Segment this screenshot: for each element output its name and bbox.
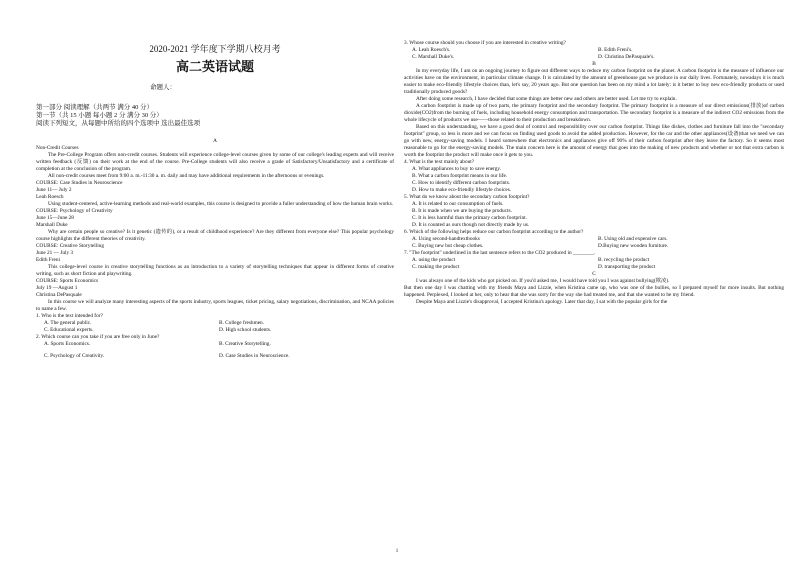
course-teacher: Marshall Duke xyxy=(36,222,68,228)
option: A. It is related to our consumption of fuels. xyxy=(412,201,504,207)
course-name: COURSE: Creative Storytelling xyxy=(36,243,104,249)
option: D.Buying new wooden furniture. xyxy=(598,243,669,249)
course-date: July 19 —August 1 xyxy=(36,285,78,291)
part-heading: 第一部分 阅读理解（共两节 满分 40 分） xyxy=(36,104,153,111)
option-row xyxy=(404,264,784,271)
question: 5. What do we know about the secondary carbon footprint? xyxy=(404,194,530,200)
option: D. It is counted as ours though not directly made by us. xyxy=(412,222,530,228)
option: B. What a carbon footprint means in our life. xyxy=(412,173,508,179)
option: C. making the product xyxy=(412,264,460,270)
course-teacher: Christina DePasquale xyxy=(36,292,82,298)
instruction: 阅读下列短文，从每题中所给的四个选项中 选出最佳选项 xyxy=(36,120,201,127)
course-description: In this course we will analyze many interesting aspects of the sports industry, sports leagues, ticket pricing, salary negotiations, discrimination, and NCAA policies to name a few. xyxy=(36,299,394,312)
course-description: Why are certain people so creative? Is it genetic (遗传的), or a result of childhood experience? Are they different from everyone else? This popular psychology course highlights the different theories of creativity. xyxy=(36,229,394,242)
option-row xyxy=(404,236,784,243)
course-name: COURSE: Case Studies in Neuroscience xyxy=(36,180,123,186)
option: B. College freshmen. xyxy=(219,320,265,326)
option-row xyxy=(36,353,394,360)
option-row xyxy=(404,54,784,61)
passage-a-letter: A xyxy=(213,138,217,144)
course-teacher: Edith Freni xyxy=(36,257,60,263)
option-row xyxy=(404,243,784,250)
paragraph: Based on this understanding, we have a good deal of control and responsibility over our carbon footprint. Things like dishes, clothes and furniture fall into the "secondary footprint" group, so less is more and we can focus on finding used goods to avoid the added production. However, for the car and the other appliances(设备)that we need we can go with new, energy-saving models. I heard somewhere that electronics and appliances give off 90% of their carbon footprint after they leave the factory. So it seems most reasonable to go for the energy-saving models. The main concern here is the amount of energy that goes into the making of new products and whether or not that extra carbon is worth the footprint the product will make once it gets to you. xyxy=(404,124,784,158)
course-description: Using student-centered, active-learning methods and real-world examples, this course is designed to provide a fuller understanding of how the human brain works. xyxy=(48,201,394,207)
option: C. Psychology of Creativity. xyxy=(44,353,105,359)
course-date: June 15—June 28 xyxy=(36,215,74,221)
question: 3. Whose course should you choose if you are interested in creative writing? xyxy=(404,40,566,46)
option: B. recycling the product xyxy=(598,257,650,263)
option: C. It is less harmful than the primary carbon footprint. xyxy=(412,215,527,221)
page-number: 1 xyxy=(395,549,399,554)
option: D. Case Studies in Neuroscience. xyxy=(219,353,290,359)
option: B. Using old and expensive cars. xyxy=(598,236,668,242)
option-row xyxy=(404,47,784,54)
option: D. Christina DePasquale's. xyxy=(598,54,655,60)
question: 4. What is the text mainly about? xyxy=(404,159,475,165)
paragraph: A carbon footprint is made up of two parts, the primary footprint and the secondary footprint. The primary footprint is a measure of our direct emissions(排放)of carbon dioxide(CO2)from the burning of fuels, including household energy consumption and transportation. The secondary footprint is a measure of the indirect CO2 emissions from the whole lifecycle of products we use——those related to their production and breakdown. xyxy=(404,103,784,123)
option: A. What appliances to buy to save energy. xyxy=(412,166,502,172)
option: D. transporting the product xyxy=(598,264,656,270)
section-heading: 第一节（共 15 小题 每小题 2 分 满分 30 分） xyxy=(36,112,163,119)
option: B. It is made when we are buying the products. xyxy=(412,208,512,214)
paragraph: All non-credit courses meet from 9:00 a. m.-11:30 a. m. daily and may have additional requirements in the afternoons or evenings. xyxy=(48,173,325,179)
exam-title-line2: 高二英语试题 xyxy=(175,60,254,75)
option: A. Leah Roesch's. xyxy=(412,47,451,53)
paragraph: In my everyday life, I am on an ongoing journey to figure out different ways to reduce my carbon footprint on the planet. A carbon footprint is the measure of influence our activities have on the environment, in particular climate change. It is calculated by the amount of greenhouse gas we produce in our daily lives. Fortunately, nowadays it is much easier to make eco-friendly lifestyle choices than, let's say, 20 years ago. But one question has been on my mind a lot lately: is it better to buy new eco-friendly products or used traditionally produced goods? xyxy=(404,68,784,95)
option-row xyxy=(404,257,784,264)
option: C. Educational experts. xyxy=(44,327,94,333)
paragraph: I was always one of the kids who got picked on. If you'd asked me, I would have told you I was against bullying(欺凌). xyxy=(416,278,670,284)
course-name: COURSE: Sports Economics xyxy=(36,278,99,284)
paragraph: But then one day I was chatting with my friends Maya and Lizzie, when Kristina came up, who was one of the bullies, so I prepared myself for more insults. But nothing happened. Perplexed, I looked at her, only to hear that she was sorry for the way she had treated me, and that she wanted to be my friend. xyxy=(404,285,784,298)
option: C. How to identify different carbon footprints. xyxy=(412,180,511,186)
option: C. Buying new but cheap clothes. xyxy=(412,243,484,249)
noncredit-heading: Non-Credit Courses xyxy=(36,145,79,151)
option: C. Marshall Duke's. xyxy=(412,54,455,60)
option: B. Edith Freni's. xyxy=(598,47,633,53)
option: A. Sports Economics. xyxy=(44,341,91,347)
course-date: June 21 — July 3 xyxy=(36,250,74,256)
question: 6. Which of the following helps reduce our carbon footprint according to the author? xyxy=(404,229,584,235)
option: A. Using second-handtextbooks xyxy=(412,236,480,242)
passage-b-letter: B xyxy=(592,61,596,67)
passage-c-letter: C xyxy=(592,271,596,277)
paragraph: The Pre-College Program offers non-credit courses. Students will experience college-level courses given by some of our college's leading experts and will receive written feedback (反馈) on their work at the end of the course. Pre-College students will also receive a grade of Satisfactory/Unsatisfactory and a certificate of completion at the conclusion of the program. xyxy=(36,152,394,172)
option: A. The general public. xyxy=(44,320,92,326)
option: B. Creative Storytelling. xyxy=(219,341,271,347)
paragraph: Despite Maya and Lizzie's disapproval, I accepted Kristina's apology. Later that day, I sat with the popular girls for the xyxy=(416,299,668,305)
option: D. How to make eco-friendly lifestyle choices. xyxy=(412,187,512,193)
left-column xyxy=(36,104,394,360)
option: A. using the product xyxy=(412,257,456,263)
paragraph: After doing some research, I have decided that some things are better new and others are better used. Let me try to explain. xyxy=(416,96,677,102)
option-row xyxy=(36,327,394,334)
question: 1. Who is the text intended for? xyxy=(36,313,103,319)
option: D. High school students. xyxy=(219,327,272,333)
question: 2. Which course can you take if you are free only in June? xyxy=(36,334,160,340)
course-description: This college-level course in creative storytelling functions as an introduction to a variety of storytelling techniques that appear in different forms of creative writing, such as short fiction and playwriting. xyxy=(36,264,394,277)
course-date: June 11— July 2 xyxy=(36,187,72,193)
author-label: 命题人： xyxy=(150,84,176,91)
right-column xyxy=(404,40,784,306)
course-name: COURSE: Psychology of Creativity xyxy=(36,208,113,214)
question: 7. "The footprint" underlined in the last sentence refers to the CO2 produced in ________. xyxy=(404,250,596,256)
course-teacher: Leah Roesch xyxy=(36,194,64,200)
option-row xyxy=(36,341,394,348)
exam-title-line1: 2020-2021 学年度下学期八校月考 xyxy=(149,44,281,54)
option-row xyxy=(36,320,394,327)
